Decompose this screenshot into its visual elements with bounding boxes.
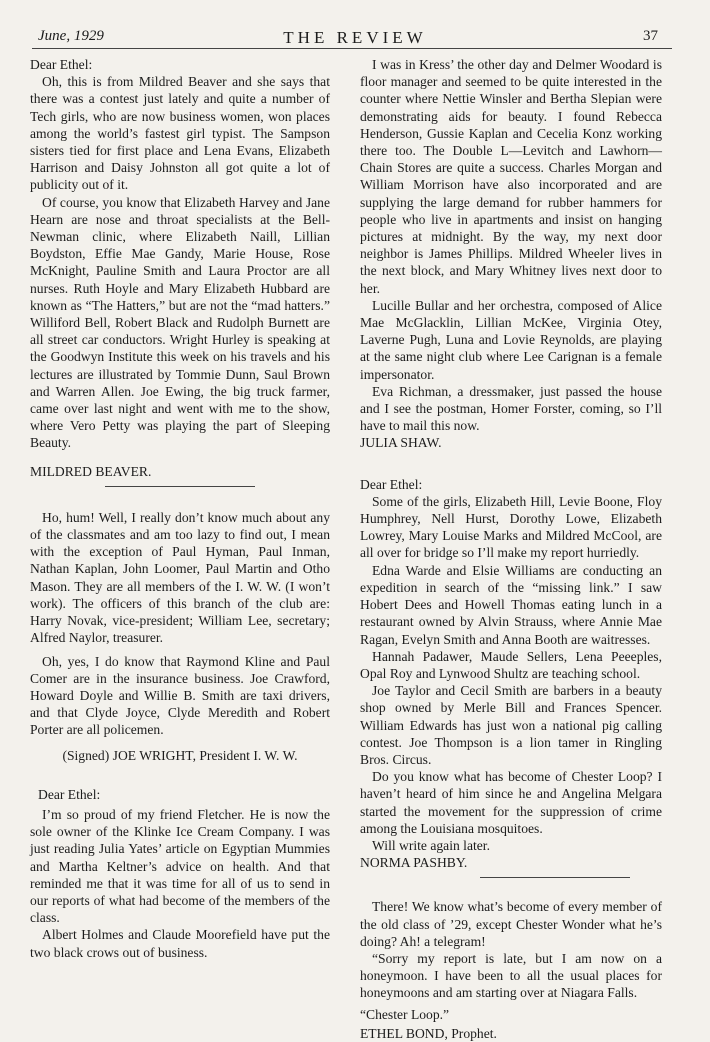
header-rule <box>32 48 672 49</box>
left-column <box>30 56 330 961</box>
paragraph: Do you know what has become of Chester Loop? I haven’t heard of him since he and Angelina Melgara started the movement for the suppression of crime among the Louisiana mosquitoes. <box>360 769 662 836</box>
issue-date: June, 1929 <box>38 28 104 44</box>
letter-divider <box>105 486 255 487</box>
paragraph: Oh, this is from Mildred Beaver and she says that there was a contest just lately and quite a number of Tech girls, who are now business women, won places among the world’s fastest girl typist. The Sampson sisters tied for first place and Lena Evans, Elizabeth Harrison and Daisy Johnston all got quite a lot of publicity out of it. <box>30 74 330 193</box>
letter-divider <box>480 877 630 878</box>
salutation: Dear Ethel: <box>38 786 101 802</box>
paragraph: Joe Taylor and Cecil Smith are barbers in a beauty shop owned by Merle Bill and Frances Spencer. William Edwards has just won a national pig calling contest. Joe Thompson is a lion tamer in Ringling Bros. Circus. <box>360 683 662 767</box>
salutation: Dear Ethel: <box>30 57 93 72</box>
paragraph: Lucille Bullar and her orchestra, composed of Alice Mae McGlacklin, Lillian McKee, Virginia Otey, Laverne Pugh, Luna and Lovie Reynolds, are playing at the same night club where Lee Carignan is a female impersonator. <box>360 297 662 382</box>
signature: MILDRED BEAVER. <box>30 463 152 479</box>
paragraph: Edna Warde and Elsie Williams are conducting an expedition in search of the “missing link.” I saw Hobert Dees and Howell Thomas eating lunch in a restaurant owned by Alvin Strauss, where Annie Mae Ragan, Evelyn Smith and Anna Booth are waitresses. <box>360 562 662 647</box>
publication-title: THE REVIEW <box>283 28 427 47</box>
paragraph: Will write again later. <box>372 837 490 853</box>
page-header <box>0 28 710 48</box>
salutation: Dear Ethel: <box>360 476 423 492</box>
paragraph: Eva Richman, a dressmaker, just passed the house and I see the postman, Homer Forster, coming, so I’ll have to mail this now. <box>360 383 662 434</box>
paragraph: I was in Kress’ the other day and Delmer Woodard is floor manager and seemed to be quite interested in the counter where Nettie Winsler and Bertha Slepian were demonstrating aids for beauty. I found Rebecca Henderson, Gussie Kaplan and Cecelia Konz working there too. The Double L—Levitch and Lawhorn—Chain Stores are quite a success. Charles Morgan and William Morrison have also incorporated and are supplying the large demand for rubber hammers for people who live in apartments and insist on hanging pictures at midnight. By the way, my next door neighbor is James Phillips. Mildred Wheeler lives in the next block, and Mary Whitney lives next door to her. <box>360 57 662 296</box>
page-number: 37 <box>643 28 658 44</box>
signature: NORMA PASHBY. <box>360 855 468 871</box>
paragraph: Some of the girls, Elizabeth Hill, Levie Boone, Floy Humphrey, Nell Hurst, Dorothy Lowe, Elizabeth Lowrey, Mary Louise Marks and Mildred McCool, are all over for bridge so I’ll make my report hurriedly. <box>360 493 662 561</box>
paragraph: “Sorry my report is late, but I am now on a honeymoon. I have been to all the usual places for honeymoons and am starting over at Niagara Falls. <box>360 950 662 1001</box>
paragraph: There! We know what’s become of every member of the old class of ’29, except Chester Wonder what he’s doing? Ah! a telegram! <box>360 899 662 949</box>
signature: JULIA SHAW. <box>360 435 442 451</box>
paragraph: I’m so proud of my friend Fletcher. He is now the sole owner of the Klinke Ice Cream Company. I was just reading Julia Yates’ article on Egyptian Mummies and Martha Keltner’s advice on health. And that reminded me that it was time for all of us to send in our reports of what had become of the members of the class. <box>30 806 330 926</box>
paragraph: Albert Holmes and Claude Moorefield have put the two black crows out of business. <box>30 927 330 960</box>
paragraph: Of course, you know that Elizabeth Harvey and Jane Hearn are nose and throat specialists at the Bell-Newman clinic, where Elizabeth Naill, Lillian Boydston, Effie Mae Gandy, Marie House, Rose McKnight, Pauline Smith and Laura Proctor are all nurses. Ruth Hoyle and Mary Elizabeth Hubbard are known as “The Hatters,” but are not the “mad hatters.” Williford Bell, Robert Black and Rudolph Burnett are all street car conductors. Wright Hurley is speaking at the Goodwyn Institute this week on his travels and his lectures are illustrated by Tommie Dunn, Saul Brown and Warren Allen. Joe Ewing, the big truck farmer, came over last night and went with me to the show, where Vero Petty was playing the part of Sleeping Beauty. <box>30 194 330 451</box>
quote-signature: “Chester Loop.” <box>360 1006 450 1022</box>
paragraph: Ho, hum! Well, I really don’t know much about any of the classmates and am too lazy to find out, I mean with the exception of Paul Hyman, Paul Inman, Nathan Kaplan, John Loomer, Paul Martin and Otho Mason. They are all members of the I. W. W. (I won’t work). The officers of this branch of the club are: Harry Novak, vice-president; William Lee, secretary; Alfred Naylor, treasurer. <box>30 509 330 646</box>
signature: ETHEL BOND, Prophet. <box>360 1025 497 1041</box>
signature: (Signed) JOE WRIGHT, President I. W. W. <box>62 747 298 763</box>
paragraph: Oh, yes, I do know that Raymond Kline and Paul Comer are in the insurance business. Joe Crawford, Howard Doyle and Willie B. Smith are taxi drivers, and that Clyde Joyce, Clyde Meredith and Robert Porter are all policemen. <box>30 653 330 738</box>
paragraph: Hannah Padawer, Maude Sellers, Lena Peeeples, Opal Roy and Lynwood Shultz are teaching school. <box>360 648 662 681</box>
right-column <box>360 56 662 1042</box>
